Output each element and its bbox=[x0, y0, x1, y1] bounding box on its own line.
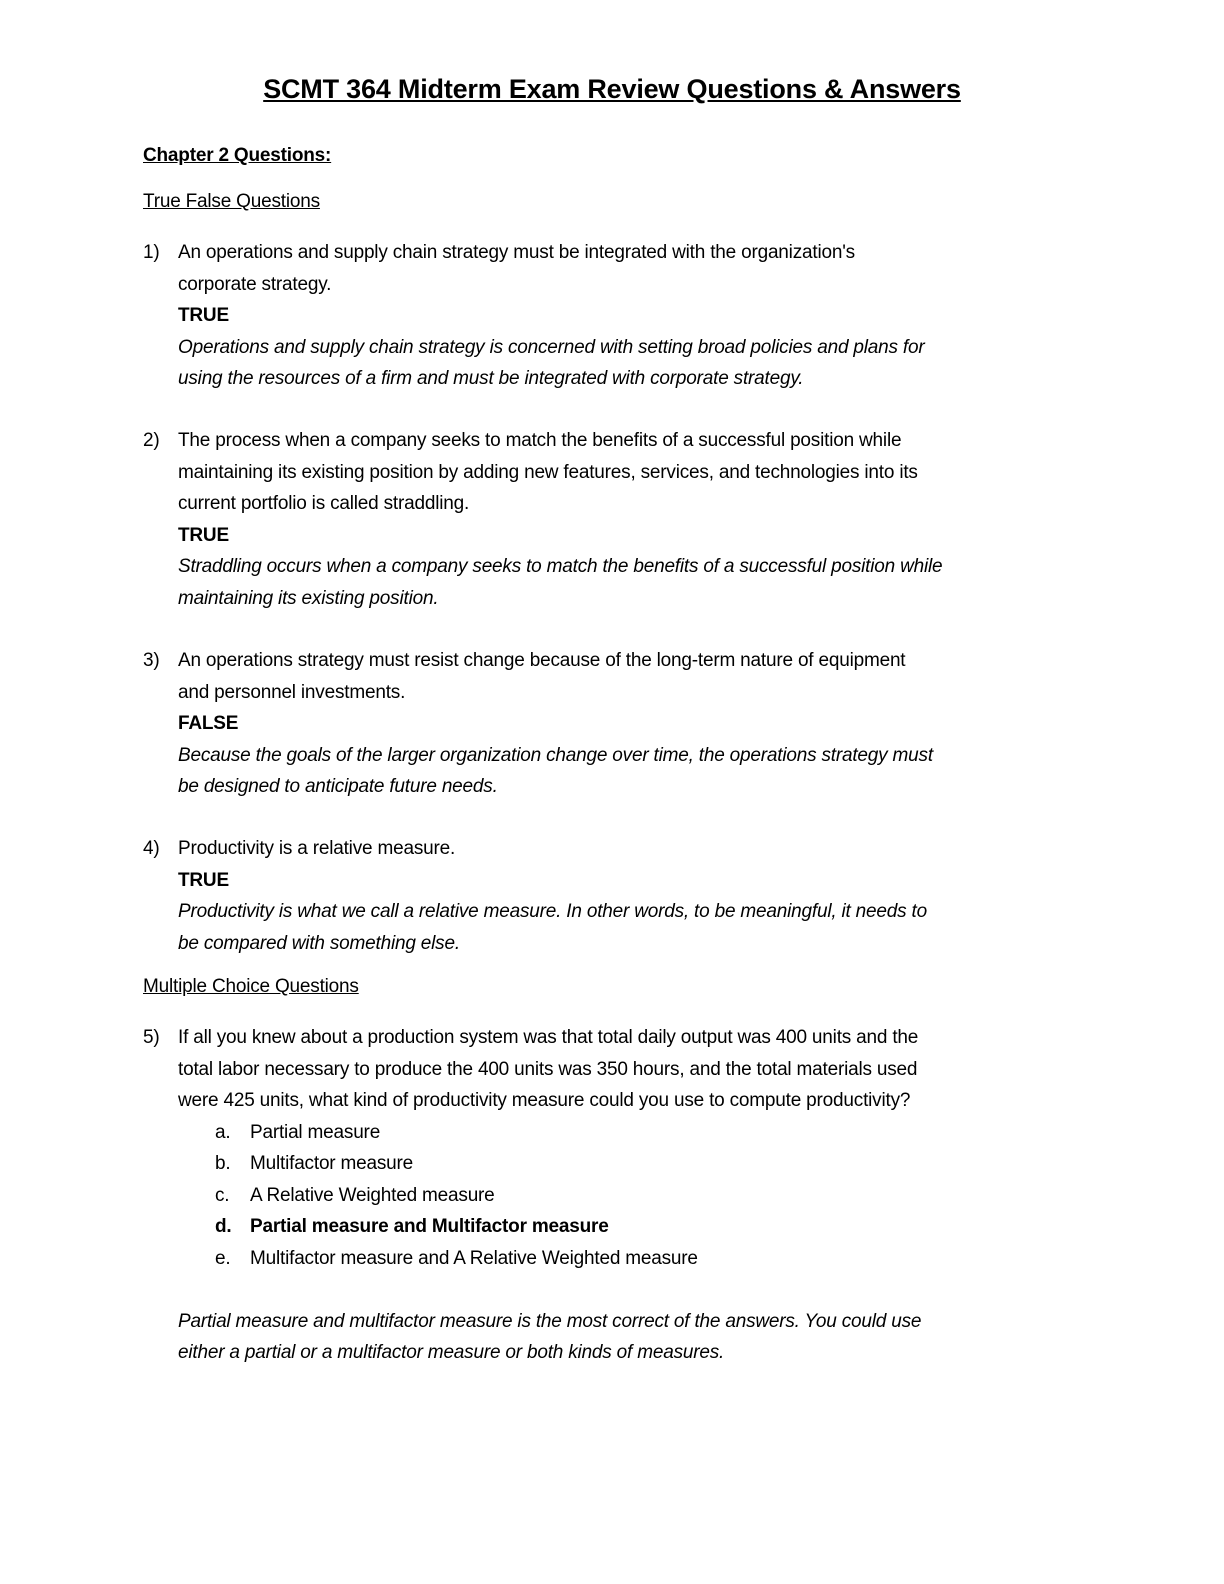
page-title: SCMT 364 Midterm Exam Review Questions & Answers bbox=[263, 74, 961, 104]
explanation-line: using the resources of a firm and must be integrated with corporate strategy. bbox=[178, 368, 804, 389]
option-d bbox=[178, 1211, 921, 1243]
answer-label: TRUE bbox=[178, 869, 229, 891]
option-letter: e. bbox=[215, 1247, 231, 1269]
option-b bbox=[178, 1148, 921, 1180]
option-text: A Relative Weighted measure bbox=[250, 1184, 495, 1206]
question-number: 1) bbox=[143, 242, 160, 263]
question-text-line: corporate strategy. bbox=[178, 273, 332, 295]
explanation-line: be compared with something else. bbox=[178, 932, 460, 954]
question-number: 2) bbox=[143, 430, 160, 451]
explanation-line: either a partial or a multifactor measure or both kinds of measures. bbox=[178, 1342, 725, 1363]
option-c bbox=[178, 1180, 921, 1212]
option-a bbox=[178, 1117, 921, 1149]
explanation-line: Because the goals of the larger organization change over time, the operations strategy must bbox=[178, 744, 933, 766]
chapter-heading: Chapter 2 Questions: bbox=[143, 145, 332, 166]
answer-label: FALSE bbox=[178, 713, 239, 734]
question-number: 3) bbox=[143, 650, 160, 671]
answer-label: TRUE bbox=[178, 305, 229, 326]
question-text-line: The process when a company seeks to match the benefits of a successful position while bbox=[178, 430, 902, 451]
explanation-line: maintaining its existing position. bbox=[178, 587, 439, 609]
option-letter: c. bbox=[215, 1184, 230, 1206]
question-text-line: An operations and supply chain strategy must be integrated with the organization's bbox=[178, 242, 855, 263]
question-number: 4) bbox=[143, 838, 160, 859]
question-text-line: total labor necessary to produce the 400 units was 350 hours, and the total materials used bbox=[178, 1058, 918, 1080]
question-number: 5) bbox=[143, 1027, 160, 1048]
question-text-line: maintaining its existing position by adding new features, services, and technologies into its bbox=[178, 461, 918, 483]
explanation-line: Operations and supply chain strategy is concerned with setting broad policies and plans for bbox=[178, 336, 925, 358]
option-text: Partial measure and Multifactor measure bbox=[250, 1216, 609, 1237]
question-text-line: If all you knew about a production system was that total daily output was 400 units and the bbox=[178, 1027, 919, 1048]
question-text-line: current portfolio is called straddling. bbox=[178, 493, 470, 514]
answer-label: TRUE bbox=[178, 524, 229, 546]
section-multiple-choice: Multiple Choice Questions bbox=[143, 976, 359, 997]
section-true-false: True False Questions bbox=[143, 191, 320, 212]
explanation-line: Partial measure and multifactor measure is the most correct of the answers. You could use bbox=[178, 1310, 922, 1332]
question-text-line: An operations strategy must resist change because of the long-term nature of equipment bbox=[178, 650, 906, 671]
option-text: Multifactor measure and A Relative Weighted measure bbox=[250, 1247, 698, 1269]
option-letter: b. bbox=[215, 1153, 231, 1174]
option-letter: a. bbox=[215, 1121, 231, 1143]
option-e bbox=[178, 1243, 921, 1275]
question-text-line: were 425 units, what kind of productivity measure could you use to compute productivity? bbox=[178, 1090, 911, 1111]
option-text: Multifactor measure bbox=[250, 1153, 414, 1174]
explanation-line: Productivity is what we call a relative measure. In other words, to be meaningful, it needs to bbox=[178, 901, 927, 922]
explanation-line: Straddling occurs when a company seeks to match the benefits of a successful position while bbox=[178, 556, 943, 577]
explanation-line: be designed to anticipate future needs. bbox=[178, 776, 498, 797]
option-text: Partial measure bbox=[250, 1121, 381, 1143]
option-letter: d. bbox=[215, 1216, 232, 1237]
question-text-line: and personnel investments. bbox=[178, 681, 406, 703]
question-text-line: Productivity is a relative measure. bbox=[178, 838, 456, 859]
